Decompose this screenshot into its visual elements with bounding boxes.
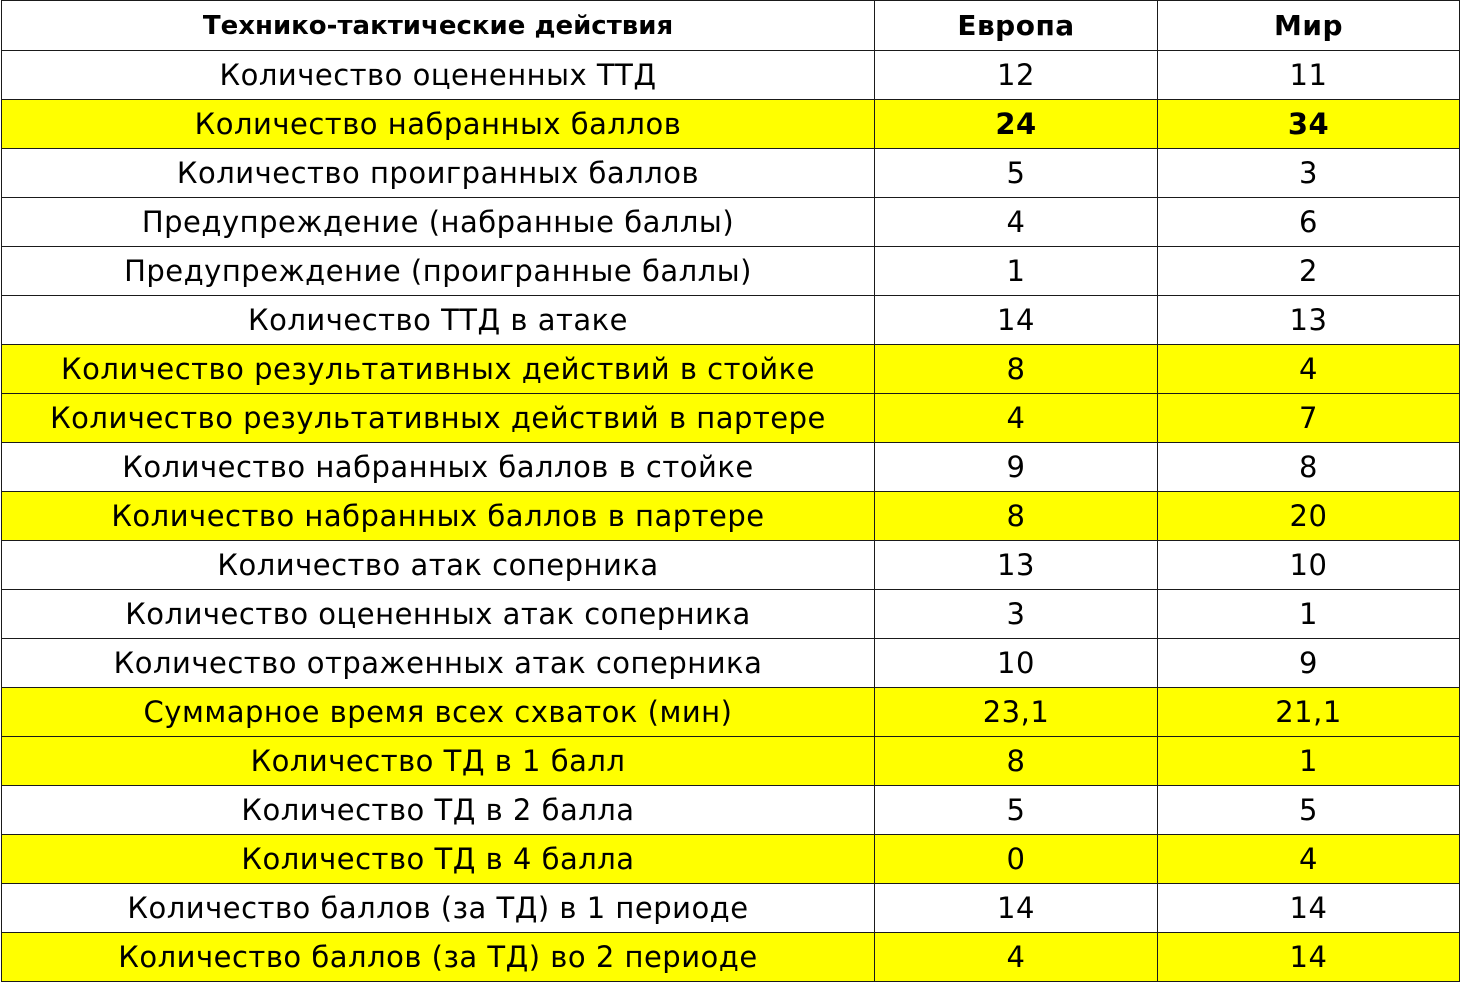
europe-value-cell: 0 xyxy=(875,835,1158,884)
world-value-cell: 20 xyxy=(1158,492,1460,541)
europe-value-cell: 4 xyxy=(875,198,1158,247)
europe-value-cell: 14 xyxy=(875,884,1158,933)
action-cell: Количество отраженных атак соперника xyxy=(2,639,875,688)
europe-value-cell: 14 xyxy=(875,296,1158,345)
world-value-cell: 4 xyxy=(1158,345,1460,394)
europe-value-cell: 5 xyxy=(875,149,1158,198)
world-value-cell: 5 xyxy=(1158,786,1460,835)
europe-value-cell: 23,1 xyxy=(875,688,1158,737)
world-value-cell: 4 xyxy=(1158,835,1460,884)
header-world: Мир xyxy=(1158,1,1460,51)
action-cell: Количество баллов (за ТД) в 1 периоде xyxy=(2,884,875,933)
world-value-cell: 7 xyxy=(1158,394,1460,443)
header-europe: Европа xyxy=(875,1,1158,51)
table-header xyxy=(2,1,1460,51)
table-row xyxy=(2,835,1460,884)
action-cell: Количество результативных действий в партере xyxy=(2,394,875,443)
europe-value-cell: 4 xyxy=(875,933,1158,982)
action-cell: Количество результативных действий в стойке xyxy=(2,345,875,394)
world-value-cell: 2 xyxy=(1158,247,1460,296)
table-body xyxy=(2,51,1460,982)
action-cell: Суммарное время всех схваток (мин) xyxy=(2,688,875,737)
world-value-cell: 14 xyxy=(1158,884,1460,933)
europe-value-cell: 8 xyxy=(875,345,1158,394)
europe-value-cell: 1 xyxy=(875,247,1158,296)
action-cell: Предупреждение (набранные баллы) xyxy=(2,198,875,247)
table-row xyxy=(2,51,1460,100)
action-cell: Количество набранных баллов xyxy=(2,100,875,149)
table-row xyxy=(2,296,1460,345)
header-row xyxy=(2,1,1460,51)
europe-value-cell: 24 xyxy=(875,100,1158,149)
world-value-cell: 14 xyxy=(1158,933,1460,982)
table-row xyxy=(2,394,1460,443)
world-value-cell: 13 xyxy=(1158,296,1460,345)
table-row xyxy=(2,100,1460,149)
table-row xyxy=(2,933,1460,982)
action-cell: Количество ТД в 4 балла xyxy=(2,835,875,884)
world-value-cell: 8 xyxy=(1158,443,1460,492)
table-row xyxy=(2,443,1460,492)
europe-value-cell: 10 xyxy=(875,639,1158,688)
world-value-cell: 3 xyxy=(1158,149,1460,198)
europe-value-cell: 13 xyxy=(875,541,1158,590)
action-cell: Количество ТТД в атаке xyxy=(2,296,875,345)
world-value-cell: 11 xyxy=(1158,51,1460,100)
world-value-cell: 1 xyxy=(1158,737,1460,786)
europe-value-cell: 3 xyxy=(875,590,1158,639)
table-row xyxy=(2,492,1460,541)
world-value-cell: 34 xyxy=(1158,100,1460,149)
action-cell: Количество ТД в 1 балл xyxy=(2,737,875,786)
table-row xyxy=(2,737,1460,786)
action-cell: Количество набранных баллов в стойке xyxy=(2,443,875,492)
action-cell: Количество баллов (за ТД) во 2 периоде xyxy=(2,933,875,982)
europe-value-cell: 9 xyxy=(875,443,1158,492)
action-cell: Количество атак соперника xyxy=(2,541,875,590)
action-cell: Предупреждение (проигранные баллы) xyxy=(2,247,875,296)
europe-value-cell: 8 xyxy=(875,492,1158,541)
world-value-cell: 10 xyxy=(1158,541,1460,590)
europe-value-cell: 5 xyxy=(875,786,1158,835)
world-value-cell: 21,1 xyxy=(1158,688,1460,737)
table-row xyxy=(2,590,1460,639)
table-row xyxy=(2,198,1460,247)
europe-value-cell: 8 xyxy=(875,737,1158,786)
europe-value-cell: 12 xyxy=(875,51,1158,100)
table-row xyxy=(2,247,1460,296)
world-value-cell: 6 xyxy=(1158,198,1460,247)
table-row xyxy=(2,786,1460,835)
action-cell: Количество набранных баллов в партере xyxy=(2,492,875,541)
table-row xyxy=(2,884,1460,933)
table-row xyxy=(2,345,1460,394)
stats-table xyxy=(1,0,1460,982)
world-value-cell: 9 xyxy=(1158,639,1460,688)
table-row xyxy=(2,149,1460,198)
action-cell: Количество оцененных ТТД xyxy=(2,51,875,100)
header-action: Технико-тактические действия xyxy=(2,1,875,51)
action-cell: Количество ТД в 2 балла xyxy=(2,786,875,835)
action-cell: Количество проигранных баллов xyxy=(2,149,875,198)
table-row xyxy=(2,541,1460,590)
world-value-cell: 1 xyxy=(1158,590,1460,639)
europe-value-cell: 4 xyxy=(875,394,1158,443)
table-row xyxy=(2,688,1460,737)
table-row xyxy=(2,639,1460,688)
action-cell: Количество оцененных атак соперника xyxy=(2,590,875,639)
